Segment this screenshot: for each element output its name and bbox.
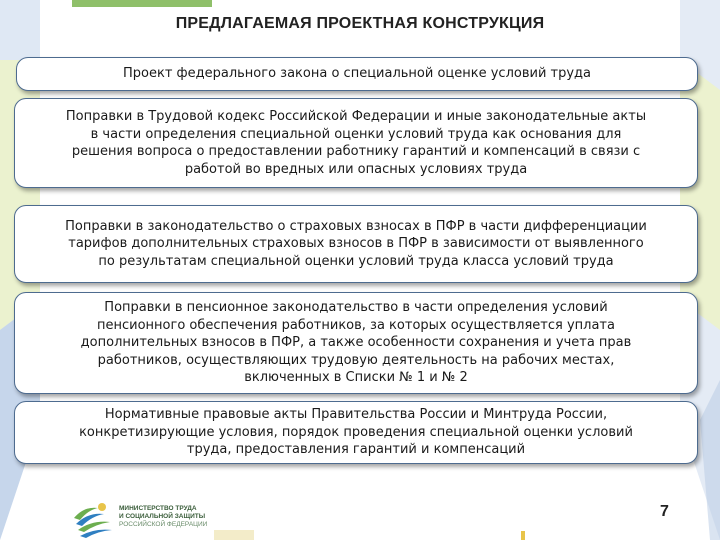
footer-decoration bbox=[214, 530, 254, 540]
box-text: Поправки в Трудовой кодекс Российской Федерации и иные законодательные акты в части определения специальной оценки условий труда как основания для решения вопроса о предоставлении работнику гарантий и компенсаций в связи с работой во вредных или опасных условиях труда bbox=[65, 109, 647, 177]
content-box-regulatory-acts bbox=[14, 401, 698, 464]
ministry-name: МИНИСТЕРСТВО ТРУДА И СОЦИАЛЬНОЙ ЗАЩИТЫ РОССИЙСКОЙ ФЕДЕРАЦИИ bbox=[119, 505, 208, 528]
box-text: Проект федерального закона о специальной оценке условий труда bbox=[122, 66, 592, 82]
content-box-labor-code bbox=[14, 98, 698, 188]
content-box-federal-law bbox=[16, 57, 698, 91]
ministry-logo-icon bbox=[70, 500, 114, 538]
top-accent-bar bbox=[72, 0, 212, 7]
page-title: ПРЕДЛАГАЕМАЯ ПРОЕКТНАЯ КОНСТРУКЦИЯ bbox=[175, 15, 545, 32]
box-text: Поправки в пенсионное законодательство в части определения условий пенсионного обеспечения работников, за которых осуществляется уплата дополнительных взносов в ПФР, а также особенности сохранения и учета прав работников, осуществляющих трудовую деятельность на рабочих местах, включенных в Списки № 1 и № 2 bbox=[80, 300, 632, 386]
content-box-insurance-contributions bbox=[14, 205, 698, 283]
box-text: Поправки в законодательство о страховых взносах в ПФР в части дифференциации тарифов дополнительных страховых взносов в ПФР в зависимости от выявленного по результатам специальной оценки условий труда класса условий труда bbox=[65, 218, 647, 269]
content-box-pension-legislation bbox=[14, 292, 698, 394]
box-text: Нормативные правовые акты Правительства России и Минтруда России, конкретизирующие условия, порядок проведения специальной оценки условий труда, предоставления гарантий и компенсаций bbox=[79, 407, 633, 458]
page-number: 7 bbox=[660, 503, 669, 520]
footer-marker bbox=[521, 531, 525, 540]
